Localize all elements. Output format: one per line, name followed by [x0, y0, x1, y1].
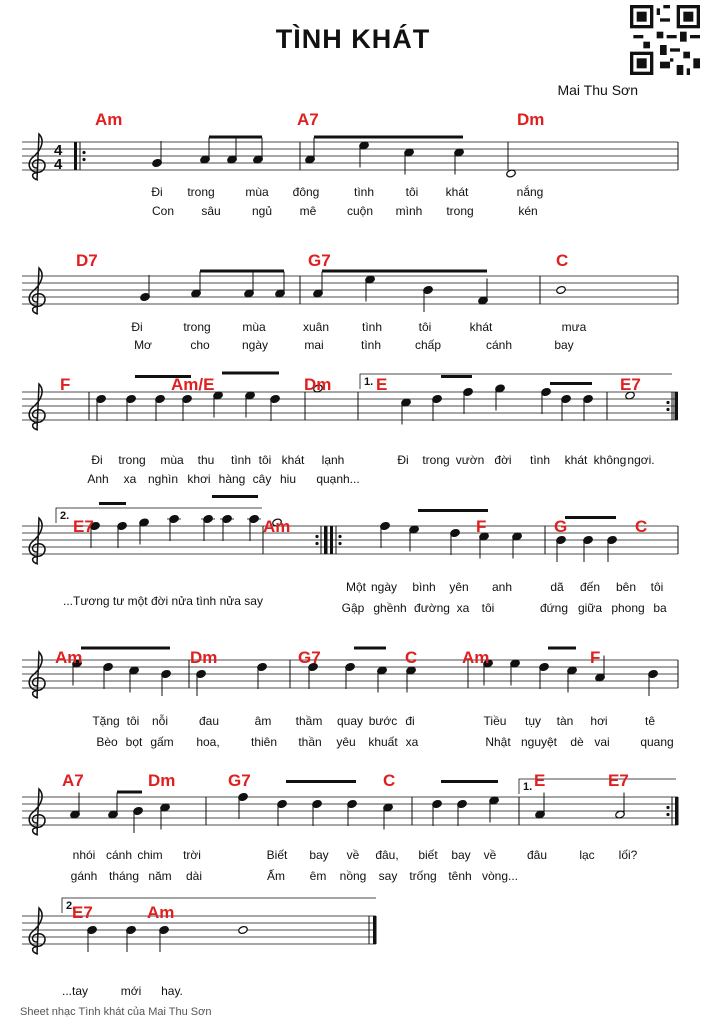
- lyric-line-1: ...Tương tư một đời nửa tình nửa say: [63, 594, 263, 608]
- lyric-word: đến: [579, 580, 601, 594]
- repeat-thick-bar: [675, 392, 678, 420]
- lyric-word: đông: [292, 185, 320, 199]
- lyric-word: tôi: [405, 185, 419, 199]
- lyric-word: mê: [299, 204, 317, 218]
- lyric-word: đâu,: [375, 848, 399, 862]
- lyric-word: ngơi.: [627, 453, 655, 467]
- lyric-word: mùa: [245, 185, 269, 199]
- lyric-word: tình: [361, 320, 383, 334]
- lyric-word: âm: [254, 714, 272, 728]
- lyric-word: trời: [183, 848, 201, 862]
- lyric-word: trong: [118, 453, 146, 467]
- beam: [222, 372, 279, 375]
- lyric-word: ghềnh: [373, 601, 407, 615]
- lyric-word: chấp: [414, 338, 442, 352]
- lyric-word: tình: [353, 185, 375, 199]
- chord-symbol: Am: [263, 517, 291, 536]
- lyric-word: kén: [518, 204, 538, 218]
- lyric-word: thầm: [295, 714, 323, 728]
- lyric-word: lạc: [579, 848, 595, 862]
- chord-symbol: Am/E: [171, 375, 215, 394]
- lyric-word: sâu: [201, 204, 221, 218]
- lyric-word: đâu: [526, 848, 548, 862]
- lyric-word: về: [483, 848, 497, 862]
- lyric-word: đường: [414, 601, 450, 615]
- lyric-word: quạnh...: [316, 472, 360, 486]
- lyric-word: tháng: [108, 869, 140, 883]
- lyric-word: nhói: [72, 848, 96, 862]
- beam: [200, 270, 284, 273]
- lyric-word: cánh: [485, 338, 513, 352]
- lyric-word: bên: [615, 580, 637, 594]
- lyric-word: biết: [418, 848, 438, 862]
- lyric-word: hơi: [590, 714, 608, 728]
- lyric-word: tụy: [524, 714, 542, 728]
- chord-symbol: G: [554, 517, 568, 536]
- chord-symbol: E7: [608, 771, 629, 790]
- lyric-word: Đi: [131, 320, 143, 334]
- lyric-word: thần: [298, 735, 322, 749]
- beam: [212, 495, 258, 498]
- repeat-thick-bar: [324, 526, 327, 554]
- lyric-word: bọt: [125, 735, 143, 749]
- volta-number: 1.: [364, 376, 374, 388]
- lyric-word: gánh: [70, 869, 98, 883]
- lyric-word: Con: [151, 204, 175, 218]
- lyric-word: phong: [611, 601, 645, 615]
- treble-clef-icon: [29, 134, 45, 180]
- lyric-word: ba: [653, 601, 667, 615]
- chord-symbol: Dm: [304, 375, 332, 394]
- lyric-word: năm: [148, 869, 172, 883]
- lyric-word: Một: [345, 580, 367, 594]
- lyric-word: chim: [137, 848, 163, 862]
- lyric-word: trong: [187, 185, 215, 199]
- lyric-word: hàng: [218, 472, 246, 486]
- repeat-thick-bar: [675, 797, 678, 825]
- lyric-word: ...tay: [61, 984, 89, 998]
- lyric-word: tình: [529, 453, 551, 467]
- repeat-dot: [666, 806, 669, 809]
- lyric-word: cho: [190, 338, 210, 352]
- lyric-word: gấm: [150, 735, 174, 749]
- lyric-word: đứng: [539, 601, 569, 615]
- lyric-word: hoa,: [196, 735, 220, 749]
- song-title: TÌNH KHÁT: [275, 24, 431, 54]
- treble-clef-icon: [29, 908, 45, 954]
- treble-clef-icon: [29, 652, 45, 698]
- lyric-word: nghìn: [147, 472, 179, 486]
- chord-symbol: F: [590, 648, 601, 667]
- lyric-word: tênh: [448, 869, 472, 883]
- chord-symbol: Am: [55, 648, 83, 667]
- lyric-word: Gập: [341, 601, 365, 615]
- chord-symbol: A7: [297, 110, 319, 129]
- lyric-word: trong: [183, 320, 211, 334]
- lyric-word: lối?: [618, 848, 638, 862]
- chord-symbol: E7: [620, 375, 641, 394]
- lyric-word: anh: [491, 580, 513, 594]
- treble-clef-icon: [29, 384, 45, 430]
- lyric-word: Bèo: [96, 735, 118, 749]
- lyric-word: khát: [469, 320, 493, 334]
- lyric-word: bình: [412, 580, 436, 594]
- chord-symbol: Am: [95, 110, 123, 129]
- lyric-word: đời: [494, 453, 512, 467]
- lyric-word: ngày: [370, 580, 398, 594]
- treble-clef-icon: [29, 518, 45, 564]
- lyric-word: mùa: [242, 320, 266, 334]
- beam: [117, 791, 142, 794]
- beam: [441, 375, 472, 378]
- lyric-word: khát: [564, 453, 588, 467]
- lyric-word: đi: [405, 714, 415, 728]
- lyric-word: khát: [281, 453, 305, 467]
- volta-number: 2.: [60, 510, 70, 522]
- lyric-word: Ấm: [267, 869, 285, 883]
- repeat-dot: [666, 401, 669, 404]
- time-signature-top: 4: [54, 142, 63, 159]
- lyric-word: tôi: [126, 714, 140, 728]
- chord-symbol: Dm: [148, 771, 176, 790]
- chord-symbol: C: [635, 517, 648, 536]
- lyric-word: nồng: [339, 869, 367, 883]
- beam: [354, 647, 386, 650]
- lyric-word: thiên: [250, 735, 278, 749]
- composer: Mai Thu Sơn: [557, 82, 638, 98]
- lyric-word: khát: [445, 185, 469, 199]
- repeat-dot: [338, 542, 341, 545]
- volta-bracket: [62, 898, 376, 913]
- lyric-word: lạnh: [321, 453, 345, 467]
- lyric-word: Anh: [87, 472, 109, 486]
- chord-symbol: Am: [147, 903, 175, 922]
- lyric-word: xa: [456, 601, 470, 615]
- chord-symbol: A7: [62, 771, 84, 790]
- lyric-word: đau: [198, 714, 220, 728]
- lyric-word: nắng: [516, 185, 544, 199]
- beam: [81, 647, 170, 650]
- lyric-word: tôi: [481, 601, 495, 615]
- lyric-word: dài: [185, 869, 203, 883]
- lyric-word: tôi: [258, 453, 272, 467]
- beam: [314, 136, 463, 139]
- treble-clef-icon: [29, 268, 45, 314]
- lyric-word: xa: [123, 472, 137, 486]
- chord-symbol: E7: [72, 903, 93, 922]
- lyric-word: Tiều: [483, 714, 507, 728]
- lyric-word: xuân: [302, 320, 330, 334]
- chord-symbol: G7: [298, 648, 321, 667]
- lyric-word: mưa: [561, 320, 587, 334]
- lyric-word: tàn: [556, 714, 574, 728]
- qr-code-icon: [630, 5, 700, 75]
- lyric-word: bước: [368, 714, 398, 728]
- chord-symbol: E: [376, 375, 388, 394]
- beam: [548, 647, 576, 650]
- lyric-word: Biết: [266, 848, 288, 862]
- lyric-word: khuất: [368, 735, 398, 749]
- lyric-word: hiu: [279, 472, 297, 486]
- lyric-word: hay.: [161, 984, 183, 998]
- time-signature-bottom: 4: [54, 156, 63, 173]
- beam: [441, 780, 498, 783]
- lyric-word: Đi: [91, 453, 103, 467]
- chord-symbol: D7: [76, 251, 98, 270]
- chord-symbol: F: [476, 517, 487, 536]
- beam: [99, 502, 126, 505]
- beam: [322, 270, 487, 273]
- volta-number: 1.: [523, 781, 533, 793]
- lyric-word: vườn: [455, 453, 485, 467]
- lyric-word: Đi: [397, 453, 409, 467]
- lyric-word: mùa: [160, 453, 184, 467]
- lyric-word: mới: [120, 984, 142, 998]
- chord-symbol: Dm: [190, 648, 218, 667]
- chord-symbol: E: [534, 771, 546, 790]
- lyric-word: nỗi: [151, 714, 169, 728]
- lyric-word: say: [378, 869, 398, 883]
- chord-symbol: C: [383, 771, 396, 790]
- lyric-word: dã: [550, 580, 564, 594]
- repeat-thick-bar: [74, 142, 77, 170]
- lyric-word: êm: [309, 869, 327, 883]
- repeat-dot: [666, 813, 669, 816]
- repeat-dot: [315, 542, 318, 545]
- lyric-word: Nhật: [485, 735, 511, 749]
- lyric-word: mình: [395, 204, 423, 218]
- lyric-word: mai: [304, 338, 324, 352]
- lyric-word: yên: [449, 580, 469, 594]
- lyric-word: tôi: [650, 580, 664, 594]
- lyric-word: Đi: [151, 185, 163, 199]
- lyric-word: trống: [409, 869, 437, 883]
- lyric-word: Mơ: [134, 338, 152, 352]
- lyric-word: nguyệt: [520, 735, 558, 749]
- lyric-word: cuộn: [346, 204, 374, 218]
- lyric-word: bay: [554, 338, 574, 352]
- lyric-word: tình: [230, 453, 252, 467]
- repeat-dot: [315, 535, 318, 538]
- lyric-word: xa: [405, 735, 419, 749]
- lyric-word: bay: [309, 848, 329, 862]
- chord-symbol: C: [556, 251, 569, 270]
- beam: [550, 382, 592, 385]
- lyric-word: vai: [594, 735, 610, 749]
- note-head: [238, 925, 248, 934]
- beam: [209, 136, 262, 139]
- lyric-word: tê: [644, 714, 656, 728]
- lyric-word: thu: [197, 453, 215, 467]
- note-head: [556, 285, 566, 294]
- lyric-word: tình: [360, 338, 382, 352]
- lyric-word: trong: [446, 204, 474, 218]
- lyric-word: không: [593, 453, 627, 467]
- chord-symbol: Dm: [517, 110, 545, 129]
- chord-symbol: E7: [73, 517, 94, 536]
- beam: [418, 509, 488, 512]
- lyric-word: về: [346, 848, 360, 862]
- lyric-word: ngày: [241, 338, 269, 352]
- lyric-word: vòng...: [481, 869, 519, 883]
- lyric-word: yêu: [336, 735, 356, 749]
- beam: [286, 780, 356, 783]
- lyric-word: cánh: [105, 848, 133, 862]
- chord-symbol: F: [60, 375, 71, 394]
- lyric-word: cây: [252, 472, 272, 486]
- lyric-word: quay: [336, 714, 364, 728]
- repeat-dot: [82, 151, 85, 154]
- lyric-word: dè: [570, 735, 584, 749]
- treble-clef-icon: [29, 789, 45, 835]
- lyric-word: quang: [640, 735, 674, 749]
- chord-symbol: Am: [462, 648, 490, 667]
- repeat-dot: [666, 408, 669, 411]
- footer-caption: Sheet nhạc Tình khát của Mai Thu Sơn: [20, 1006, 212, 1018]
- lyric-word: tôi: [418, 320, 432, 334]
- beam: [565, 516, 616, 519]
- volta-number: 2.: [66, 900, 76, 912]
- lyric-word: khơi: [187, 472, 211, 486]
- repeat-dot: [338, 535, 341, 538]
- lyric-word: Tặng: [92, 714, 120, 728]
- lyric-word: bay: [451, 848, 471, 862]
- lyric-word: ngủ: [251, 204, 273, 218]
- chord-symbol: G7: [308, 251, 331, 270]
- chord-symbol: G7: [228, 771, 251, 790]
- repeat-dot: [82, 158, 85, 161]
- final-thick-bar: [373, 916, 376, 944]
- lyric-word: trong: [422, 453, 450, 467]
- lyric-word: giữa: [577, 601, 603, 615]
- repeat-thick-bar: [330, 526, 333, 554]
- chord-symbol: C: [405, 648, 418, 667]
